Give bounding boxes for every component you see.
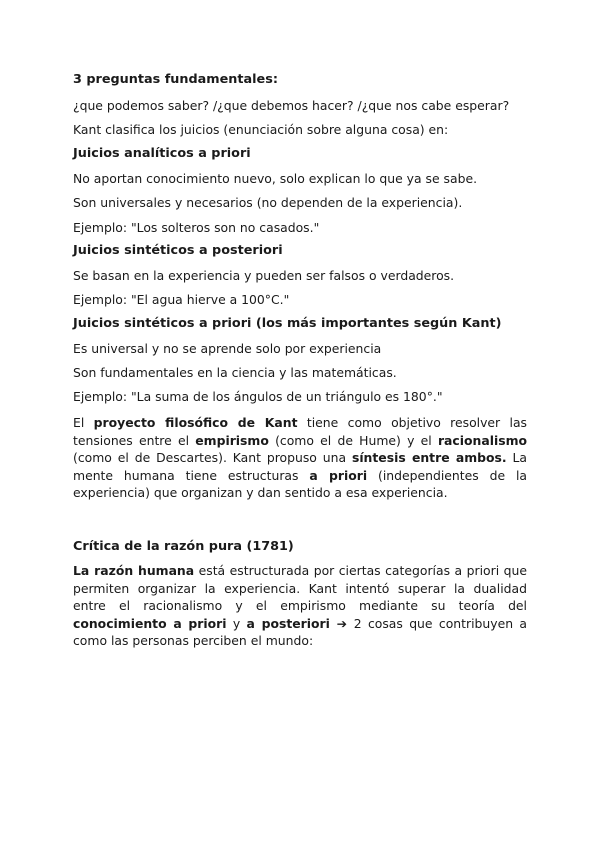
paragraph-text: El: [73, 415, 94, 430]
paragraph-text: (como el de Descartes). Kant propuso una: [73, 450, 352, 466]
paragraph-text: está estructurada por ciertas categorías a priori que permiten organizar la experiencia. Kant intentó superar la dualidad entre el racionalismo y el empirismo mediante su teoría del: [73, 563, 527, 614]
arrow-right-icon: ➔: [329, 615, 354, 631]
synthetic-priori-heading: Juicios sintéticos a priori (los más importantes según Kant): [73, 316, 502, 331]
paragraph-bold: conocimiento a priori: [73, 615, 227, 631]
paragraph-bold: empirismo: [195, 432, 269, 448]
analytic-line-2: Son universales y necesarios (no dependen de la experiencia).: [73, 195, 463, 210]
section-title: 3 preguntas fundamentales:: [73, 72, 278, 87]
paragraph-bold: proyecto filosófico de Kant: [93, 415, 298, 430]
fundamental-questions: ¿que podemos saber? /¿que debemos hacer? /¿que nos cabe esperar?: [73, 98, 510, 113]
synthetic-posteriori-example: Ejemplo: "El agua hierve a 100°C.": [73, 292, 290, 307]
paragraph-bold: a priori: [309, 467, 368, 483]
analytic-example: Ejemplo: "Los solteros son no casados.": [73, 220, 320, 235]
synthetic-posteriori-heading: Juicios sintéticos a posteriori: [73, 243, 283, 258]
synthetic-priori-line-1: Es universal y no se aprende solo por experiencia: [73, 341, 382, 356]
paragraph-bold: síntesis entre ambos.: [351, 450, 507, 466]
paragraph-text: (independientes de la experiencia) que organizan y dan sentido a esa experiencia.: [73, 467, 527, 501]
paragraph-bold: racionalismo: [437, 432, 527, 448]
analytic-line-1: No aportan conocimiento nuevo, solo explican lo que ya se sabe.: [73, 171, 478, 186]
paragraph-bold: La razón humana: [73, 563, 195, 578]
synthetic-posteriori-line-1: Se basan en la experiencia y pueden ser falsos o verdaderos.: [73, 268, 455, 283]
judgments-intro: Kant clasifica los juicios (enunciación sobre alguna cosa) en:: [73, 122, 449, 137]
paragraph-text: La mente humana tiene estructuras: [73, 450, 527, 483]
paragraph-bold: a posteriori: [246, 615, 330, 631]
kant-project-paragraph: [73, 414, 527, 502]
paragraph-text: tiene como objetivo resolver las tensiones entre el: [73, 415, 528, 448]
synthetic-priori-example: Ejemplo: "La suma de los ángulos de un triángulo es 180°.": [73, 389, 443, 404]
paragraph-text: y: [226, 615, 247, 631]
paragraph-text: (como el de Hume) y el: [268, 432, 438, 448]
critique-paragraph: [73, 562, 527, 650]
synthetic-priori-line-2: Son fundamentales en la ciencia y las matemáticas.: [73, 365, 397, 380]
analytic-heading: Juicios analíticos a priori: [73, 146, 251, 161]
critique-title: Crítica de la razón pura (1781): [73, 539, 294, 554]
paragraph-text: 2 cosas que contribuyen a como las personas perciben el mundo:: [73, 615, 527, 649]
